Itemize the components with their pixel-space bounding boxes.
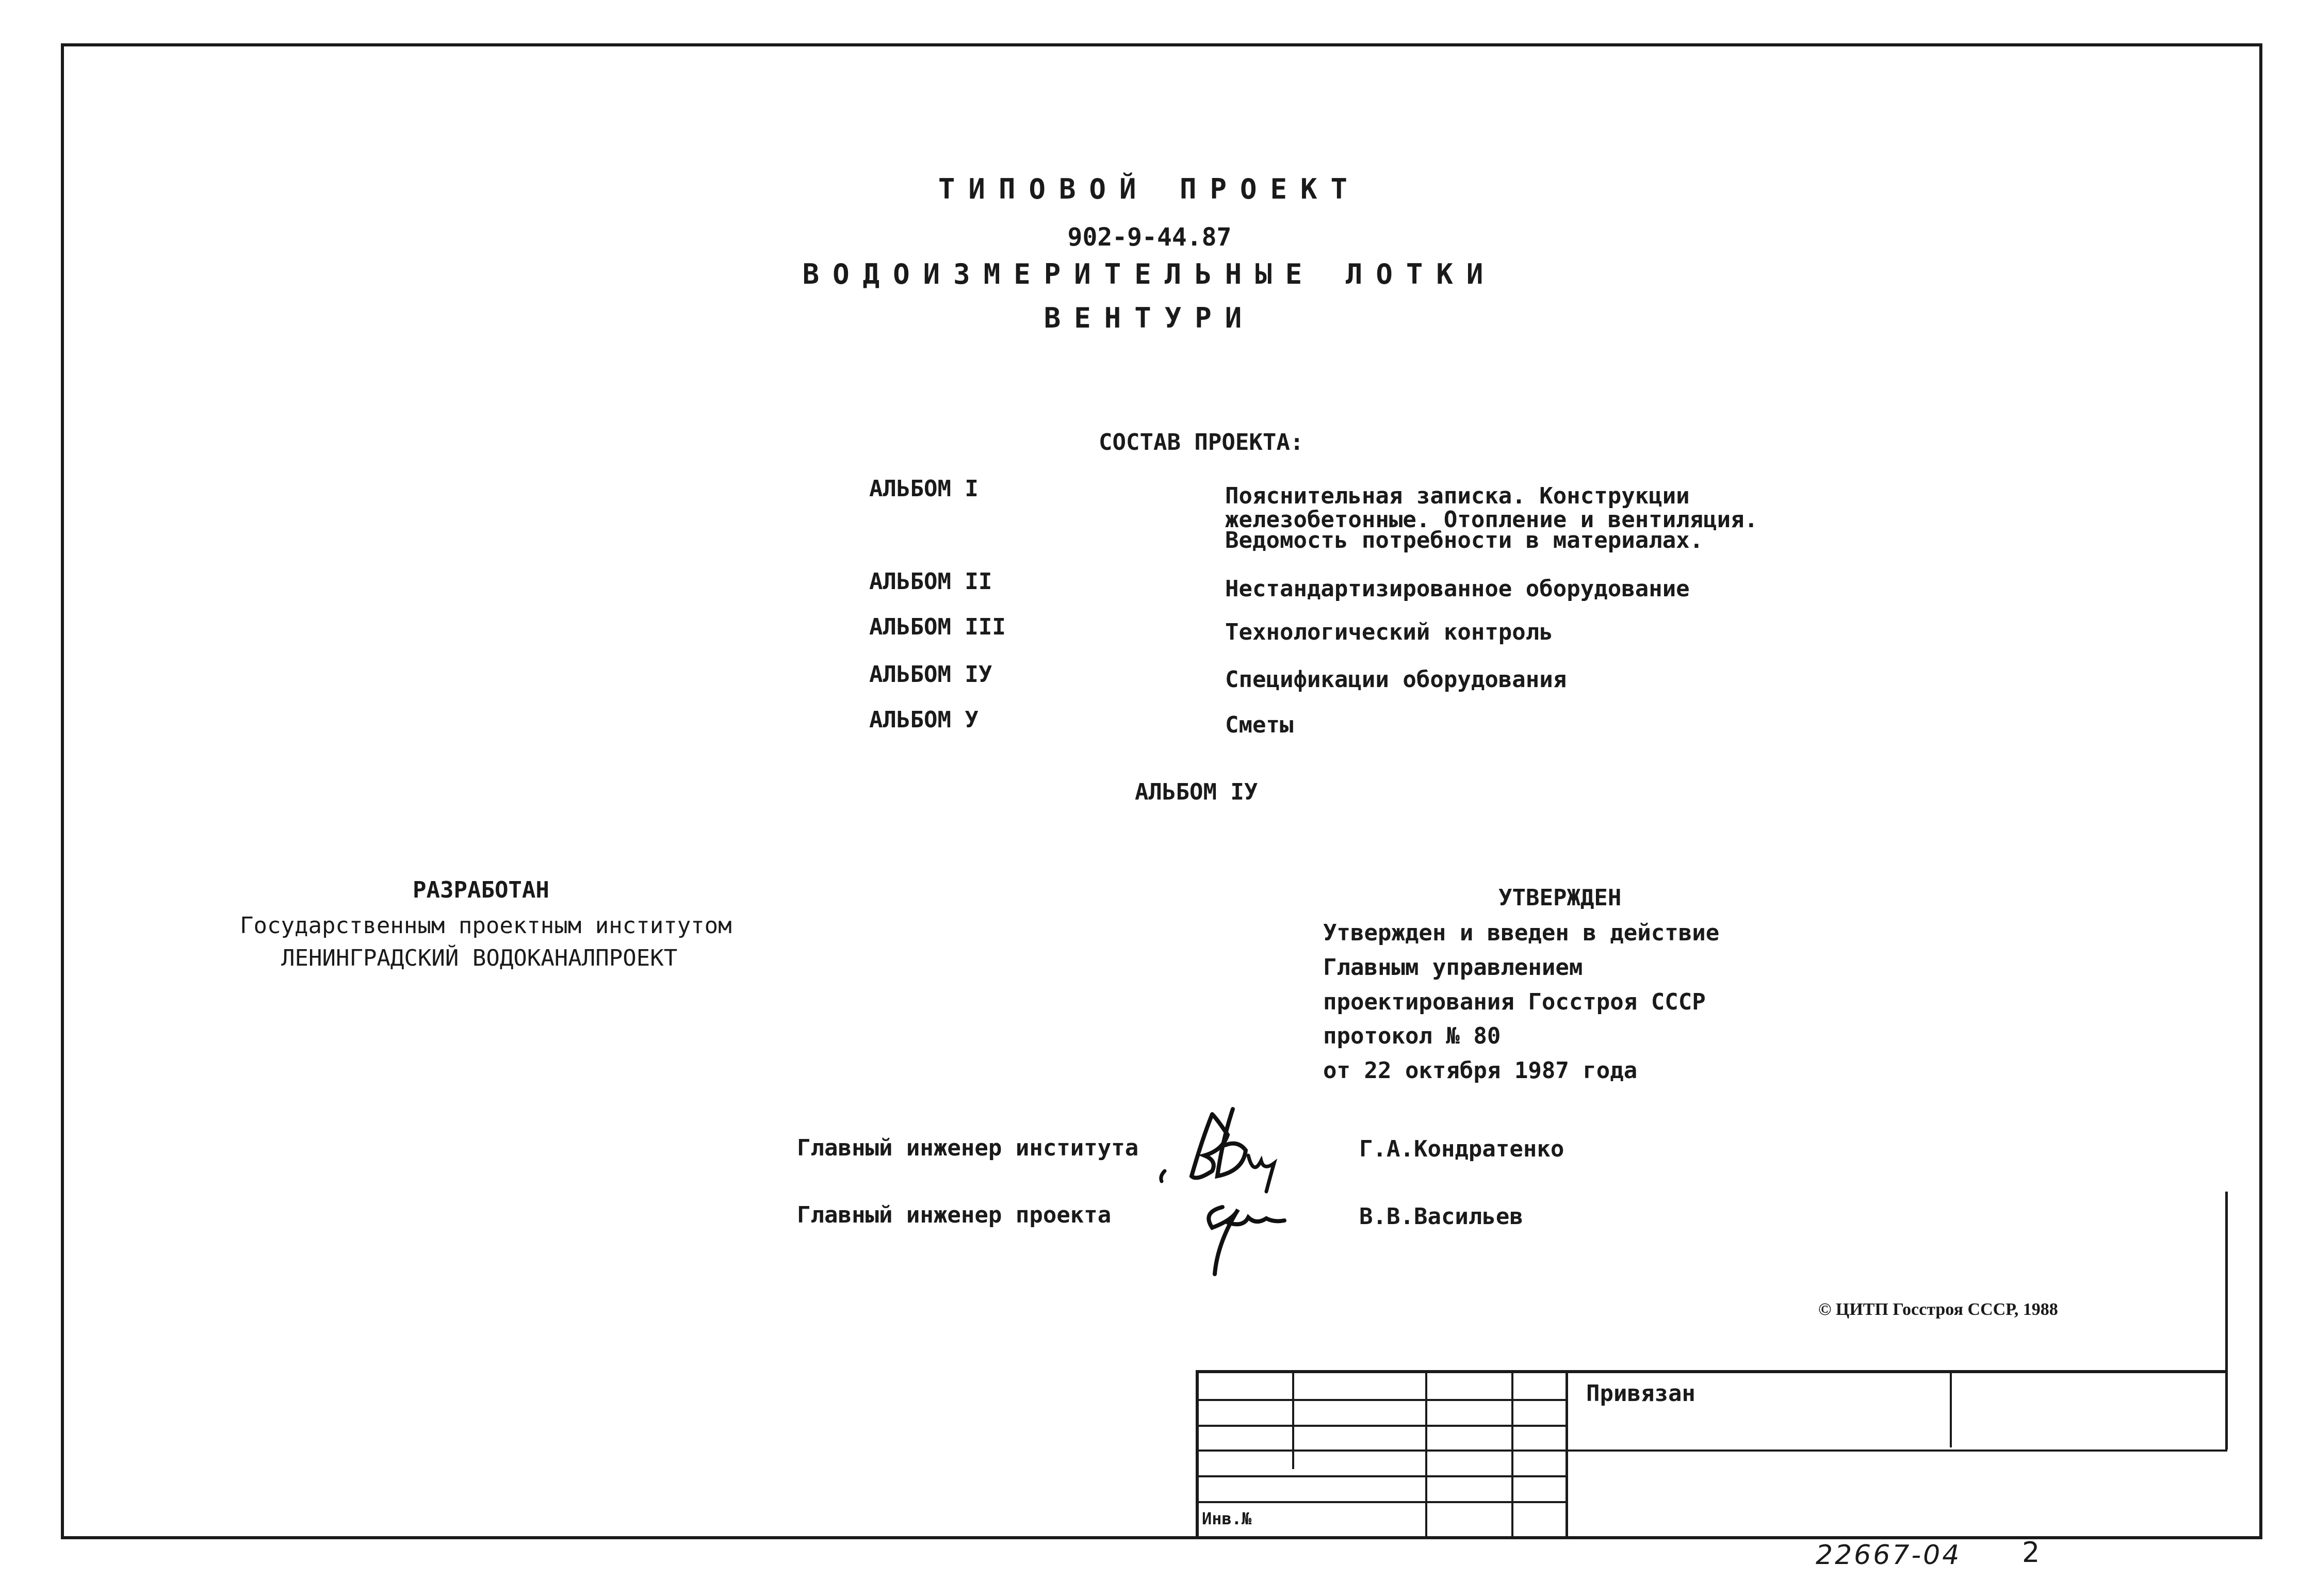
- current-album: АЛЬБОМ IУ: [1135, 779, 1258, 805]
- signature-2-role: Главный инженер проекта: [797, 1202, 1112, 1228]
- handwritten-signature-1: [1155, 1099, 1320, 1284]
- album-1-desc-1: Пояснительная записка. Конструкции: [1225, 483, 1690, 509]
- approved-line-1: Утвержден и введен в действие: [1323, 920, 1720, 946]
- album-1-label: АЛЬБОМ I: [869, 476, 979, 502]
- album-5-desc: Сметы: [1225, 712, 1294, 738]
- approved-line-3: проектирования Госстроя СССР: [1323, 989, 1706, 1015]
- header-title: ТИПОВОЙ ПРОЕКТ: [938, 173, 1361, 205]
- developed-line-1: Государственным проектным институтом: [240, 913, 732, 939]
- album-1-desc-3: Ведомость потребности в материалах.: [1225, 527, 1704, 553]
- developed-heading: РАЗРАБОТАН: [413, 877, 549, 903]
- album-4-label: АЛЬБОМ IУ: [869, 661, 992, 688]
- approved-heading: УТВЕРЖДЕН: [1498, 885, 1622, 911]
- project-number: 902-9-44.87: [1067, 223, 1232, 252]
- album-1-desc-2: железобетонные. Отопление и вентиляция.: [1225, 507, 1758, 533]
- composition-heading: СОСТАВ ПРОЕКТА:: [1099, 429, 1304, 455]
- approved-line-4: протокол № 80: [1323, 1023, 1501, 1049]
- sheet-number: 2: [2022, 1536, 2040, 1569]
- inventory-label: Инв.№: [1202, 1509, 1252, 1528]
- signature-1-name: Г.А.Кондратенко: [1359, 1136, 1564, 1162]
- signature-1-role: Главный инженер института: [797, 1135, 1139, 1161]
- project-name-2: ВЕНТУРИ: [1043, 302, 1256, 334]
- approved-line-5: от 22 октября 1987 года: [1323, 1057, 1638, 1084]
- bound-label: Привязан: [1586, 1380, 1695, 1407]
- album-3-label: АЛЬБОМ III: [869, 614, 1006, 640]
- approved-line-2: Главным управлением: [1323, 954, 1583, 981]
- developed-line-2: ЛЕНИНГРАДСКИЙ ВОДОКАНАЛПРОЕКТ: [281, 945, 678, 971]
- signature-2-name: В.В.Васильев: [1359, 1203, 1523, 1230]
- copyright: © ЦИТП Госстроя СССР, 1988: [1818, 1300, 2058, 1319]
- album-4-desc: Спецификации оборудования: [1225, 666, 1567, 693]
- album-2-label: АЛЬБОМ II: [869, 568, 992, 595]
- title-block: [1196, 1370, 2227, 1536]
- project-name: ВОДОИЗМЕРИТЕЛЬНЫЕ ЛОТКИ: [802, 258, 1497, 290]
- album-3-desc: Технологический контроль: [1225, 619, 1553, 645]
- album-5-label: АЛЬБОМ У: [869, 707, 979, 733]
- document-number: 22667-04: [1816, 1540, 1962, 1571]
- album-2-desc: Нестандартизированное оборудование: [1225, 576, 1690, 602]
